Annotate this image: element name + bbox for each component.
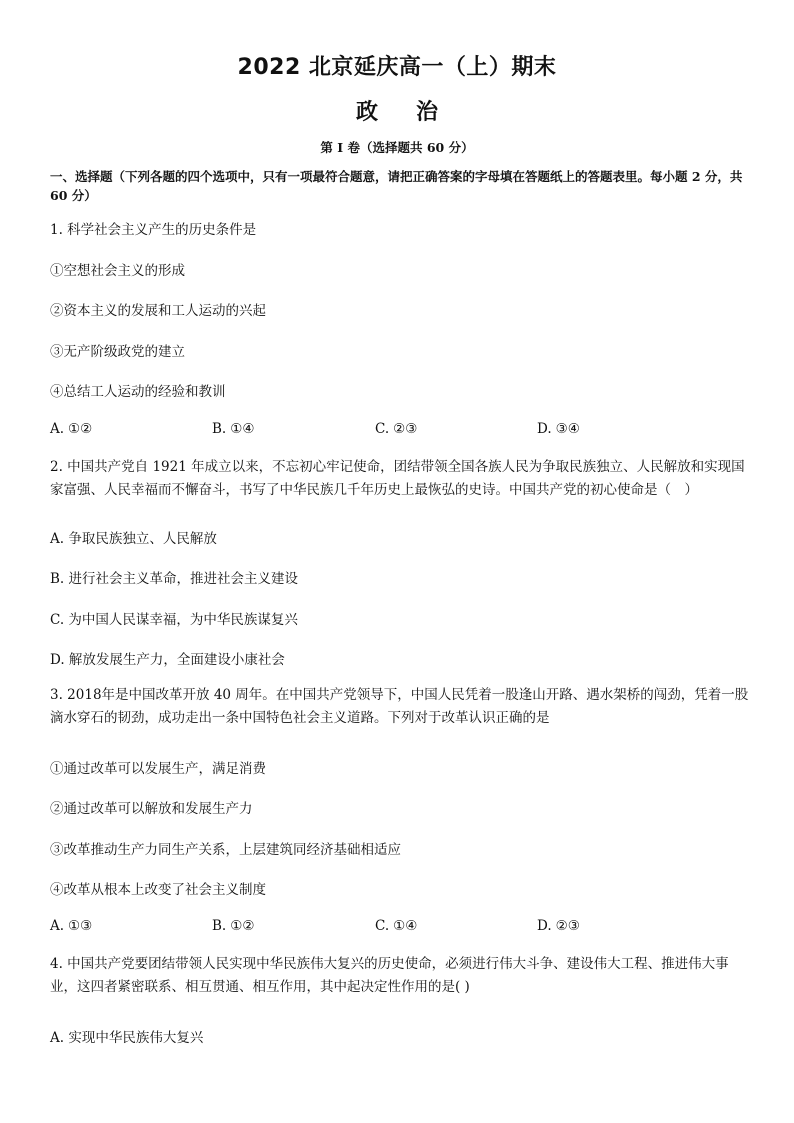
question-1-item: ③无产阶级政党的建立 <box>50 344 185 360</box>
question-3-item: ②通过改革可以解放和发展生产力 <box>50 801 253 817</box>
question-1-options <box>50 421 750 441</box>
question-1-stem: 1. 科学社会主义产生的历史条件是 <box>50 222 257 238</box>
subject-title: 政治 <box>355 99 476 125</box>
question-2-choice: C. 为中国人民谋幸福，为中华民族谋复兴 <box>50 612 298 628</box>
section-title: 第 I 卷（选择题共 60 分） <box>320 140 474 155</box>
question-1-item: ④总结工人运动的经验和教训 <box>50 384 226 400</box>
option-c: C. ①④ <box>375 918 418 934</box>
question-1-item: ①空想社会主义的形成 <box>50 263 185 279</box>
question-3-options <box>50 918 750 938</box>
question-2-choice: A. 争取民族独立、人民解放 <box>50 531 217 547</box>
option-a: A. ①③ <box>50 918 93 934</box>
question-3-item: ④改革从根本上改变了社会主义制度 <box>50 882 266 898</box>
option-d: D. ③④ <box>537 421 580 437</box>
option-c: C. ②③ <box>375 421 418 437</box>
question-4-stem: 4. 中国共产党要团结带领人民实现中华民族伟大复兴的历史使命，必须进行伟大斗争、建设伟大工程、推进伟大事业，这四者紧密联系、相互贯通、相互作用，其中起决定性作用的是( ) <box>50 956 729 995</box>
question-3-item: ①通过改革可以发展生产，满足消费 <box>50 761 266 777</box>
question-1-item: ②资本主义的发展和工人运动的兴起 <box>50 303 266 319</box>
question-4-choice: A. 实现中华民族伟大复兴 <box>50 1030 204 1046</box>
option-d: D. ②③ <box>537 918 580 934</box>
question-2-stem: 2. 中国共产党自 1921 年成立以来，不忘初心牢记使命，团结带领全国各族人民为争取民族独立、人民解放和实现国家富强、人民幸福而不懈奋斗，书写了中华民族几千年历史上最恢弘的史诗。中国共产党的初心使命是（ ） <box>50 459 745 498</box>
question-2-choice: D. 解放发展生产力，全面建设小康社会 <box>50 652 285 668</box>
instructions: 一、选择题（下列各题的四个选项中，只有一项最符合题意，请把正确答案的字母填在答题纸上的答题表里。每小题 2 分，共 60 分） <box>50 169 743 203</box>
question-3-stem: 3. 2018年是中国改革开放 40 周年。在中国共产党领导下，中国人民凭着一股逢山开路、遇水架桥的闯劲，凭着一股滴水穿石的韧劲，成功走出一条中国特色社会主义道路。下列对于改革认识正确的是 <box>50 687 749 726</box>
question-2-choice: B. 进行社会主义革命，推进社会主义建设 <box>50 571 299 587</box>
option-b: B. ①④ <box>212 421 255 437</box>
question-3-item: ③改革推动生产力同生产关系，上层建筑同经济基础相适应 <box>50 842 401 858</box>
option-a: A. ①② <box>50 421 93 437</box>
option-b: B. ①② <box>212 918 255 934</box>
exam-title: 2022 北京延庆高一（上）期末 <box>237 55 557 80</box>
